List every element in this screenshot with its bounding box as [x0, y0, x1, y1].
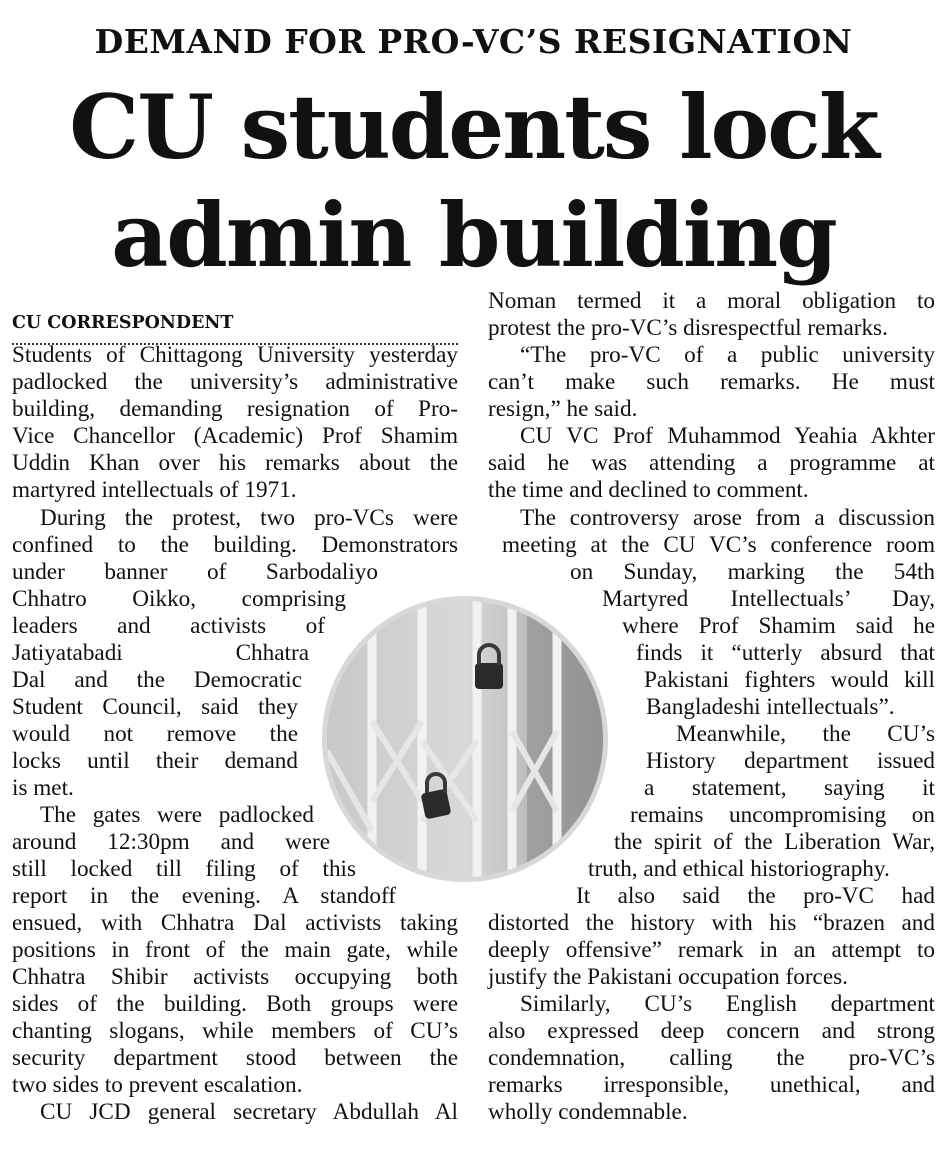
article-text-line: chanting slogans, while members of CU’s: [12, 1018, 458, 1044]
headline-line-1: CU students lock: [69, 75, 878, 179]
article-text-line: CU VC Prof Muhammod Yeahia Akhter: [520, 423, 935, 449]
article-text-line: Chhatra Shibir activists occupying both: [12, 964, 458, 990]
article-text-line: Chhatro Oikko, comprising: [12, 586, 346, 612]
article-text-line: building, demanding resignation of Pro-: [12, 396, 458, 422]
article-text-line: CU JCD general secretary Abdullah Al: [40, 1099, 458, 1125]
article-text-line: protest the pro-VC’s disrespectful remarks.: [488, 315, 888, 341]
article-text-line: Students of Chittagong University yesterday: [12, 342, 458, 368]
article-text-line: Similarly, CU’s English department: [520, 991, 935, 1017]
article-text-line: the time and declined to comment.: [488, 477, 809, 503]
article-text-line: still locked till filing of this: [12, 856, 356, 882]
article-text-line: Vice Chancellor (Academic) Prof Shamim: [12, 423, 458, 449]
article-text-line: History department issued: [646, 748, 935, 774]
article-text-line: truth, and ethical historiography.: [588, 856, 890, 882]
article-text-line: It also said the pro-VC had: [576, 883, 935, 909]
article-text-line: under banner of Sarbodaliyo: [12, 559, 378, 585]
article-text-line: Student Council, said they: [12, 694, 298, 720]
article-text-line: resign,” he said.: [488, 396, 638, 422]
article-text-line: “The pro-VC of a public university: [520, 342, 935, 368]
article-text-line: meeting at the CU VC’s conference room: [502, 532, 935, 558]
article-text-line: ensued, with Chhatra Dal activists taking: [12, 910, 458, 936]
article-text-line: padlocked the university’s administrative: [12, 369, 458, 395]
article-text-line: condemnation, calling the pro-VC’s: [488, 1045, 935, 1071]
article-text-line: The controversy arose from a discussion: [520, 505, 935, 531]
article-text-line: remains uncompromising on: [630, 802, 935, 828]
article-text-line: would not remove the: [12, 721, 298, 747]
article-text-line: locks until their demand: [12, 748, 298, 774]
article-text-line: distorted the history with his “brazen and: [488, 910, 935, 936]
article-text-line: report in the evening. A standoff: [12, 883, 396, 909]
article-kicker: DEMAND FOR PRO-VC’S RESIGNATION: [94, 22, 853, 61]
article-text-line: around 12:30pm and were: [12, 829, 330, 855]
article-text-line: The gates were padlocked: [40, 802, 314, 828]
article-text-line: remarks irresponsible, unethical, and: [488, 1072, 935, 1098]
article-text-line: positions in front of the main gate, while: [12, 937, 458, 963]
article-text-line: deeply offensive” remark in an attempt to: [488, 937, 935, 963]
article-text-line: During the protest, two pro-VCs were: [40, 505, 458, 531]
article-text-line: Martyred Intellectuals’ Day,: [602, 586, 935, 612]
article-text-line: finds it “utterly absurd that: [636, 640, 935, 666]
article-text-line: Meanwhile, the CU’s: [676, 721, 935, 747]
article-text-line: the spirit of the Liberation War,: [614, 829, 935, 855]
byline: CU CORRESPONDENT: [12, 313, 234, 333]
article-text-line: martyred intellectuals of 1971.: [12, 477, 297, 503]
article-text-line: leaders and activists of: [12, 613, 325, 639]
padlocked-gate-photo-icon: [327, 601, 603, 877]
padlocked-gate-photo: [322, 596, 608, 882]
article-text-line: is met.: [12, 775, 74, 801]
article-text-line: Pakistani fighters would kill: [644, 667, 935, 693]
article-text-line: two sides to prevent escalation.: [12, 1072, 303, 1098]
article-text-line: confined to the building. Demonstrators: [12, 532, 458, 558]
article-text-line: Jatiyatabadi Chhatra: [12, 640, 309, 666]
article-text-line: said he was attending a programme at: [488, 450, 935, 476]
article-text-line: also expressed deep concern and strong: [488, 1018, 935, 1044]
article-text-line: Noman termed it a moral obligation to: [488, 288, 935, 314]
article-text-line: where Prof Shamim said he: [622, 613, 935, 639]
article-text-line: wholly condemnable.: [488, 1099, 688, 1125]
article-text-line: sides of the building. Both groups were: [12, 991, 458, 1017]
article-text-line: can’t make such remarks. He must: [488, 369, 935, 395]
article-text-line: justify the Pakistani occupation forces.: [488, 964, 848, 990]
article-text-line: Dal and the Democratic: [12, 667, 302, 693]
article-text-line: Uddin Khan over his remarks about the: [12, 450, 458, 476]
headline-line-2: admin building: [111, 183, 836, 287]
article-text-line: Bangladeshi intellectuals”.: [646, 694, 895, 720]
article-text-line: a statement, saying it: [644, 775, 935, 801]
article-text-line: on Sunday, marking the 54th: [570, 559, 935, 585]
article-text-line: security department stood between the: [12, 1045, 458, 1071]
